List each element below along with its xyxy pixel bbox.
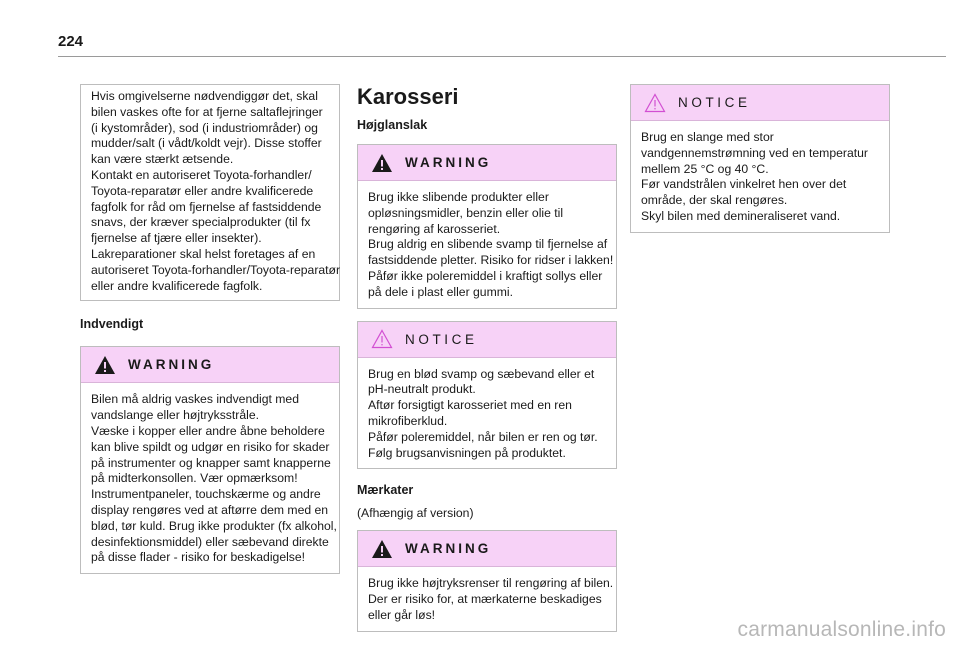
notice-body [358, 358, 616, 469]
text-line: Brug aldrig en slibende svamp til fjernelse af [368, 237, 608, 252]
text-line: Følg brugsanvisningen på produktet. [368, 445, 566, 460]
text-line: Toyota-reparatør eller andre kvalificerede [91, 183, 314, 198]
text-line: Brug en blød svamp og sæbevand eller et [368, 366, 595, 381]
text-line: eller andre kvalificerede fagfolk. [91, 278, 263, 293]
text-line: (i kystområder), sod (i industriområder) og [91, 120, 318, 135]
warning-header [81, 347, 339, 383]
text-line: snavs, der kræver specialprodukter (til fx [91, 215, 311, 230]
text-line: vandgennemstrømning ved en temperatur [641, 145, 868, 160]
text-line: Påfør ikke poleremiddel i kraftigt sollys eller [368, 268, 603, 283]
text-line: Bilen må aldrig vaskes indvendigt med [91, 392, 299, 407]
left-column [80, 84, 340, 574]
text-line: Påfør poleremiddel, når bilen er ren og tør. [368, 429, 598, 444]
text-line: fjernelse af tjære eller insekter). [91, 231, 262, 246]
notice-triangle-icon [371, 329, 393, 349]
warning-box-maerkater [357, 530, 617, 631]
notice-body [631, 121, 889, 232]
text-line: display rengøres ved at aftørre dem med en [91, 502, 329, 517]
warning-header [358, 531, 616, 567]
section-heading-maerkater: Mærkater [357, 483, 414, 498]
text-line: bilen vaskes ofte for at fjerne saltaflejringer [91, 104, 323, 119]
right-column [630, 84, 890, 233]
text-line: område, der skal rengøres. [641, 193, 788, 208]
maerkater-note: (Afhængig af version) [357, 506, 474, 521]
warning-body [358, 567, 616, 630]
text-line: Lakreparationer skal helst foretages af en [91, 246, 316, 261]
notice-header [631, 85, 889, 121]
text-line: desinfektionsmiddel) eller sæbevand direkte [91, 534, 329, 549]
text-line: eller går løs! [368, 607, 436, 622]
text-line: på dele i plast eller gummi. [368, 284, 513, 299]
notice-box-karosseri [357, 321, 617, 470]
warning-triangle-icon [371, 539, 393, 559]
text-line: blød, tør kuld. Brug ikke produkter (fx alkohol, [91, 518, 337, 533]
text-line: mikrofiberklud. [368, 413, 448, 428]
warning-title: WARNING [128, 357, 215, 373]
text-line: Brug ikke slibende produkter eller [368, 190, 549, 204]
notice-title: NOTICE [678, 95, 751, 110]
text-line: Væske i kopper eller andre åbne beholdere [91, 423, 325, 438]
warning-header [358, 145, 616, 181]
text-line: Der er risiko for, at mærkaterne beskadiges [368, 592, 602, 607]
notice-title: NOTICE [405, 331, 478, 347]
warning-triangle-icon [94, 355, 116, 375]
watermark-text: carmanualsonline.info [737, 618, 946, 641]
middle-column [357, 84, 617, 632]
warning-box-karosseri [357, 144, 617, 309]
warning-box-indvendigt [80, 346, 340, 574]
text-line: Skyl bilen med demineraliseret vand. [641, 208, 841, 223]
text-line: på instrumenter og knapper samt knapperne [91, 455, 331, 470]
text-line: kan blive spildt og udgør en risiko for skader [91, 439, 330, 454]
text-line: pH-neutralt produkt. [368, 382, 476, 397]
text-line: Brug en slange med stor [641, 130, 774, 144]
text-line: rengøring af karosseriet. [368, 221, 501, 236]
warning-title: WARNING [405, 155, 492, 170]
warning-title: WARNING [405, 541, 492, 557]
text-line: Hvis omgivelserne nødvendiggør det, skal [91, 89, 318, 103]
text-line: mellem 25 °C og 40 °C. [641, 161, 769, 176]
text-line: kan være stærkt ætsende. [91, 152, 234, 167]
text-line: fastsiddende pletter. Risiko for ridser i lakken! [368, 253, 614, 268]
text-line: på midterkonsollen. Vær opmærksom! [91, 471, 298, 486]
notice-triangle-icon [644, 93, 666, 113]
text-line: mudder/salt (i vådt/koldt vejr). Disse stoffer [91, 136, 322, 151]
section-heading-karosseri: Karosseri [357, 84, 459, 109]
text-line: Aftør forsigtigt karosseriet med en ren [368, 398, 572, 413]
text-line: Før vandstrålen vinkelret hen over det [641, 177, 847, 192]
text-line: på disse flader - risiko for beskadigelse! [91, 550, 306, 565]
text-line: autoriseret Toyota-forhandler/Toyota-reparatør [91, 262, 341, 277]
page-number: 224 [58, 33, 84, 50]
intro-text-box [80, 84, 340, 301]
notice-box-right [630, 84, 890, 233]
text-line: vandslange eller højtryksstråle. [91, 408, 259, 423]
section-heading-hojglanslak: Højglanslak [357, 118, 428, 132]
notice-header [358, 322, 616, 358]
text-line: fagfolk for råd om fjernelse af fastsiddende [91, 199, 322, 214]
warning-body [358, 181, 616, 308]
text-line: Brug ikke højtryksrenser til rengøring af bilen. [368, 576, 614, 591]
warning-body [81, 383, 339, 573]
top-divider [58, 56, 946, 57]
text-line: Instrumentpaneler, touchskærme og andre [91, 487, 321, 502]
text-line: Kontakt en autoriseret Toyota-forhandler/ [91, 167, 312, 182]
warning-triangle-icon [371, 153, 393, 173]
section-heading-indvendigt: Indvendigt [80, 317, 144, 332]
text-line: opløsningsmidler, benzin eller olie til [368, 205, 564, 220]
